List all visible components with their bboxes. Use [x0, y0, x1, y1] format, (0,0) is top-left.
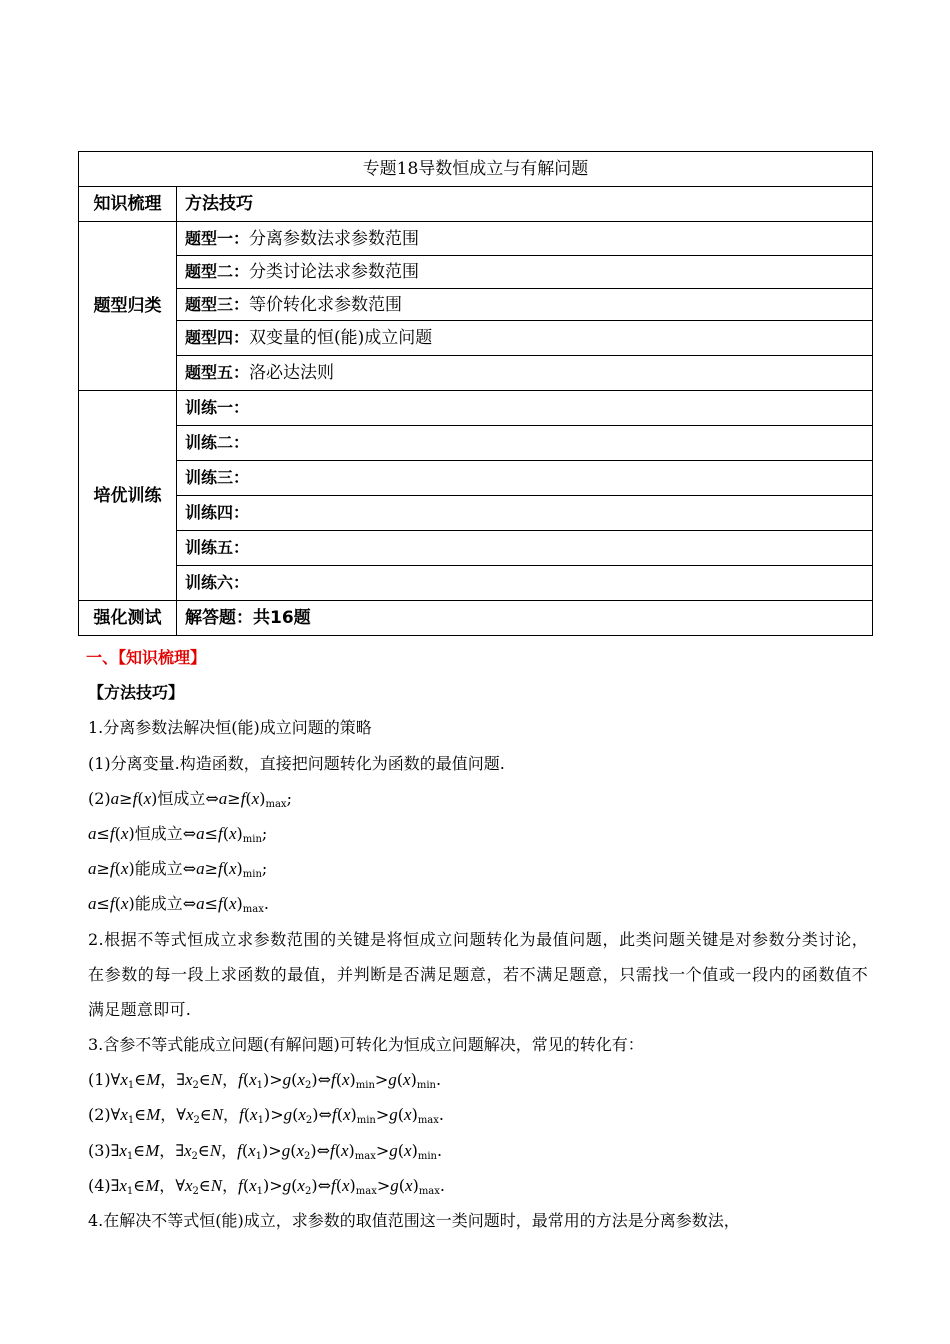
list-item: 训练一：: [177, 391, 873, 426]
conversion-line: $(4)\exists x_1\in M$，$\forall x_2\in N$，$f(x_1)>g(x_2)\Leftrightarrow f(x)_{max}>g(x)_{max}$.: [88, 1175, 445, 1197]
formula-line: a≥f(x)能成立$\Leftrightarrow a\ge f(x)_{min}$;: [88, 859, 268, 881]
header-left: 知识梳理: [79, 187, 177, 222]
conversion-line: $(3)\exists x_1\in M$，$\exists x_2\in N$，$f(x_1)>g(x_2)\Leftrightarrow f(x)_{max}>g(x)_{min}$.: [88, 1140, 443, 1162]
conversion-line: $(1)\forall x_1\in M$，$\exists x_2\in N$，$f(x_1)>g(x_2)\Leftrightarrow f(x)_{min}>g(x)_{min}$.: [88, 1070, 442, 1092]
paragraph-4: 4.在解决不等式恒(能)成立，求参数的取值范围这一类问题时，最常用的方法是分离参数法，: [88, 1211, 740, 1231]
list-item: 题型二：分类讨论法求参数范围: [177, 256, 873, 289]
list-item: 题型一：分离参数法求参数范围: [177, 222, 873, 256]
footer-right: 解答题：共16题: [177, 601, 873, 636]
group-label-training: 培优训练: [79, 391, 177, 601]
conversion-line: $(2)\forall x_1\in M$，$\forall x_2\in N$，$f(x_1)>g(x_2)\Leftrightarrow f(x)_{min}>g(x)_{max}$.: [88, 1105, 444, 1127]
footer-left: 强化测试: [79, 601, 177, 636]
paragraph-1-1: (1)分离变量.构造函数，直接把问题转化为函数的最值问题.: [88, 753, 505, 773]
list-item: 题型五：洛必达法则: [177, 356, 873, 391]
formula-line: (2)a≥f(x)恒成立$\Leftrightarrow a\ge f(x)_{max}$;: [88, 788, 292, 810]
formula-line: a≤f(x)能成立$\Leftrightarrow a\le f(x)_{max}$.: [88, 894, 269, 916]
paragraph-2: 2.根据不等式恒成立求参数范围的关键是将恒成立问题转化为最值问题，此类问题关键是对参数分类讨论，在参数的每一段上求函数的最值，并判断是否满足题意，若不满足题意，只需找一个值或一段内的函数值不满足题意即可.: [88, 929, 868, 1019]
list-item: 训练五：: [177, 531, 873, 566]
sub-heading: 【方法技巧】: [88, 683, 185, 703]
header-right: 方法技巧: [177, 187, 873, 222]
section-heading: 一、【知识梳理】: [86, 648, 207, 667]
list-item: 题型三：等价转化求参数范围: [177, 289, 873, 321]
list-item: 训练二：: [177, 426, 873, 461]
outline-table: [78, 151, 873, 636]
formula-line: a≤f(x)恒成立$\Leftrightarrow a\le f(x)_{min}$;: [88, 823, 268, 845]
content-body: [88, 640, 868, 1238]
list-item: 训练三：: [177, 461, 873, 496]
paragraph-1: 1.分离参数法解决恒(能)成立问题的策略: [88, 718, 372, 738]
group-label-types: 题型归类: [79, 222, 177, 391]
list-item: 训练四：: [177, 496, 873, 531]
list-item: 训练六：: [177, 566, 873, 601]
table-title: 专题18导数恒成立与有解问题: [79, 152, 873, 187]
paragraph-3: 3.含参不等式能成立问题(有解问题)可转化为恒成立问题解决，常见的转化有：: [88, 1035, 644, 1055]
list-item: 题型四：双变量的恒(能)成立问题: [177, 321, 873, 356]
